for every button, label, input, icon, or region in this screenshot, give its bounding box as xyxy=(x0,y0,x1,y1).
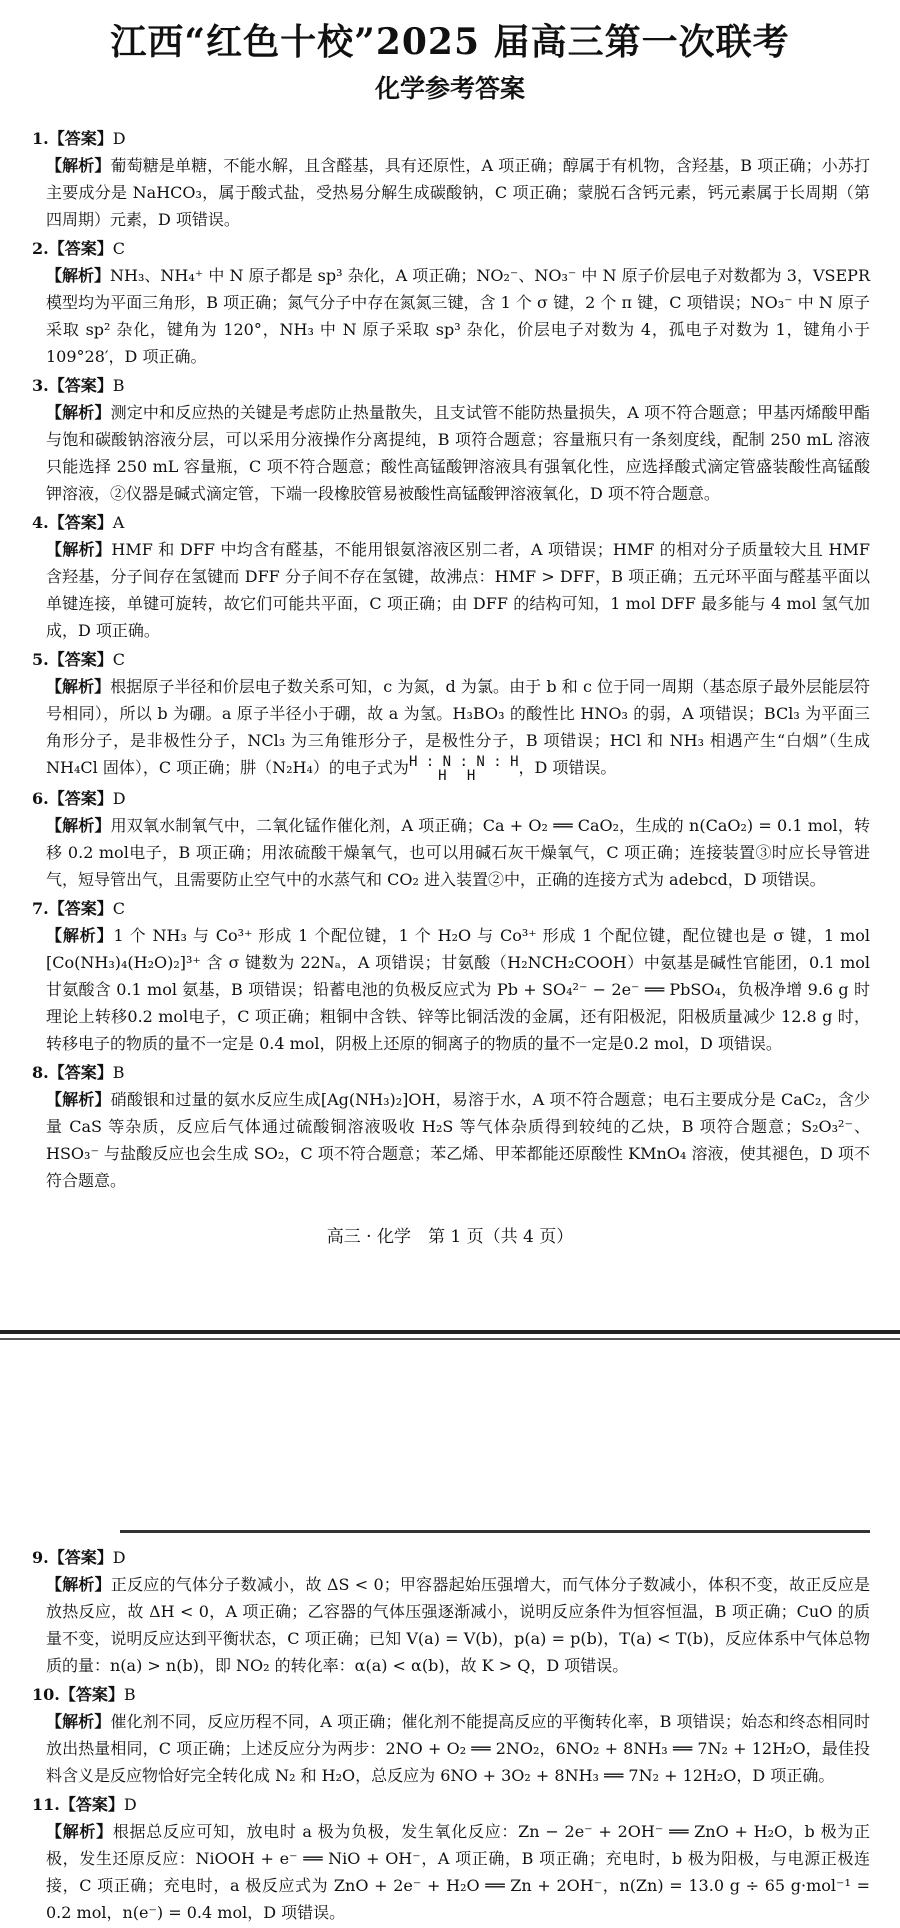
answer-value: A xyxy=(112,513,125,532)
answer-tag: 【答案】 xyxy=(48,650,113,669)
answer-tag: 【答案】 xyxy=(48,788,113,808)
question-number: 2. xyxy=(32,239,49,258)
explanation-tag: 【解析】 xyxy=(46,815,111,835)
answer-tag: 【答案】 xyxy=(59,1795,124,1814)
answer-value: B xyxy=(112,376,125,395)
page-divider xyxy=(0,1282,900,1354)
answer-tag: 【答案】 xyxy=(48,898,113,918)
explanation-text: 葡萄糖是单糖，不能水解，且含醛基，具有还原性，A 项正确；醇属于有机物，含羟基，B 项正确；小苏打主要成分是 NaHCO₃，属于酸式盐，受热易分解生成碳酸钠，C 项正确；蒙脱石含钙元素，钙元素属于长周期（第四周期）元素，D 项错误。 xyxy=(46,156,870,229)
explanation-text: 硝酸银和过量的氨水反应生成[Ag(NH₃)₂]OH，易溶于水，A 项不符合题意；电石主要成分是 CaC₂，含少量 CaS 等杂质，反应后气体通过硫酸铜溶液吸收 H₂S 等气体杂质得到较纯的乙炔，B 项符合题意；S₂O₃²⁻、HSO₃⁻ 与盐酸反应也会生成 SO₂，C 项不符合题意；苯乙烯、甲苯都能还原酸性 KMnO₄ 溶液，使其褪色，D 项不符合题意。 xyxy=(46,1089,870,1190)
question-item xyxy=(32,1059,870,1194)
explanation-text: NH₃、NH₄⁺ 中 N 原子都是 sp³ 杂化，A 项正确；NO₂⁻、NO₃⁻ 中 N 原子价层电子对数都为 3，VSEPR 模型均为平面三角形，B 项正确；氮气分子中存在氮氮三键，含 1 个 σ 键，2 个 π 键，C 项错误；NO₃⁻ 中 N 原子采取 sp² 杂化，键角为 120°，NH₃ 中 N 原子采取 sp³ 杂化，价层电子对数为 4，孤电子对数为 1，键角小于 109°28′，D 项正确。 xyxy=(46,266,870,366)
answer-list-page-1 xyxy=(0,125,900,1194)
answer-value: D xyxy=(123,1795,137,1814)
question-number: 11. xyxy=(32,1795,60,1814)
question-item xyxy=(32,646,870,783)
question-item xyxy=(32,785,870,893)
answer-tag: 【答案】 xyxy=(48,1548,113,1567)
question-number: 7. xyxy=(32,898,49,918)
answer-tag: 【答案】 xyxy=(48,129,113,148)
explanation-text: 1 个 NH₃ 与 Co³⁺ 形成 1 个配位键，1 个 H₂O 与 Co³⁺ 形成 1 个配位键，配位键也是 σ 键，1 mol [Co(NH₃)₄(H₂O)₂]³⁺ 含 σ 键数为 22Nₐ，A 项错误；甘氨酸（H₂NCH₂COOH）中氨基是碱性官能团，0.1 mol 甘氨酸含 0.1 mol 氨基，B 项错误；铅蓄电池的负极反应式为 Pb + SO₄²⁻ − 2e⁻ ══ PbSO₄，负极净增 9.6 g 时理论上转移0.2 mol电子，C 项正确；粗铜中含铁、锌等比铜活泼的金属，还有阳极泥，阳极质量减少 12.8 g 时，转移电子的物质的量不一定是 0.4 mol，阴极上还原的铜离子的物质的量不一定是0.2 mol，D 项错误。 xyxy=(46,925,870,1053)
explanation-tag: 【解析】 xyxy=(46,1089,111,1109)
answer-value: B xyxy=(123,1685,136,1704)
question-number: 4. xyxy=(32,513,49,532)
question-item xyxy=(32,125,870,233)
answer-tag: 【答案】 xyxy=(48,1062,113,1082)
answer-value: D xyxy=(112,1548,126,1567)
header-rule xyxy=(120,1530,870,1533)
question-number: 8. xyxy=(32,1062,49,1082)
question-item xyxy=(32,1544,870,1679)
explanation-tag: 【解析】 xyxy=(46,1575,111,1594)
electron-formula-top: H : N : N : H xyxy=(408,753,519,770)
question-item xyxy=(32,235,870,370)
question-item xyxy=(32,372,870,507)
answer-value: C xyxy=(112,898,125,918)
divider-line xyxy=(0,1330,900,1334)
page-2 xyxy=(0,1354,900,1927)
question-number: 3. xyxy=(32,376,49,395)
page-footer: 高三 · 化学 第 1 页（共 4 页） xyxy=(326,1227,574,1247)
answer-value: D xyxy=(112,129,126,148)
explanation-text: 测定中和反应热的关键是考虑防止热量散失，且支试管不能防热量损失，A 项不符合题意；甲基丙烯酸甲酯与饱和碳酸钠溶液分层，可以采用分液操作分离提纯，B 项符合题意；容量瓶只有一条刻度线，配制 250 mL 溶液只能选择 250 mL 容量瓶，C 项不符合题意；酸性高锰酸钾溶液具有强氧化性，应选择酸式滴定管盛装酸性高锰酸钾溶液，②仪器是碱式滴定管，下端一段橡胶管易被酸性高锰酸钾溶液氧化，D 项不符合题意。 xyxy=(46,403,870,503)
explanation-text: HMF 和 DFF 中均含有醛基，不能用银氨溶液区别二者，A 项错误；HMF 的相对分子质量较大且 HMF 含羟基，分子间存在氢键而 DFF 分子间不存在氢键，故沸点：HMF > DFF，B 项正确；五元环平面与醛基平面以单键连接，单键可旋转，故它们可能共平面，C 项正确；由 DFF 的结构可知，1 mol DFF 最多能与 4 mol 氢气加成，D 项正确。 xyxy=(46,540,870,640)
explanation-text: 根据原子半径和价层电子数关系可知，c 为氮，d 为氯。由于 b 和 c 位于同一周期（基态原子最外层能层符号相同），所以 b 为硼。a 原子半径小于硼，故 a 为氢。H₃BO₃ 的酸性比 HNO₃ 的弱，A 项错误；BCl₃ 为平面三角形分子，是非极性分子，NCl₃ 为三角锥形分子，是极性分子，B 项错误；HCl 和 NH₃ 相遇产生“白烟”（生成 NH₄Cl 固体），C 项正确；肼（N₂H₄）的电子式为 xyxy=(46,677,870,777)
explanation-tag: 【解析】 xyxy=(46,677,111,696)
question-number: 9. xyxy=(32,1548,49,1567)
answer-tag: 【答案】 xyxy=(59,1685,124,1704)
question-item xyxy=(32,1681,870,1789)
question-number: 5. xyxy=(32,650,49,669)
answer-value: D xyxy=(112,788,126,808)
question-item xyxy=(32,1791,870,1926)
answer-value: C xyxy=(112,650,125,669)
page-title: 江西“红色十校”2025 届高三第一次联考 xyxy=(110,21,790,63)
answer-list-page-2 xyxy=(0,1544,900,1928)
answer-tag: 【答案】 xyxy=(48,376,113,395)
question-number: 10. xyxy=(32,1685,60,1704)
answer-value: C xyxy=(112,239,125,258)
hydrazine-electron-formula xyxy=(409,755,519,783)
explanation-tag: 【解析】 xyxy=(46,266,111,285)
question-item xyxy=(32,509,870,644)
explanation-text: 根据总反应可知，放电时 a 极为负极，发生氧化反应：Zn − 2e⁻ + 2OH⁻ ══ ZnO + H₂O，b 极为正极，发生还原反应：NiOOH + e⁻ ══ NiO + OH⁻，A 项正确，B 项正确；充电时，b 极为阳极，与电源正极连接，C 项正确；充电时，a 极反应式为 ZnO + 2e⁻ + H₂O ══ Zn + 2OH⁻，n(Zn) = 13.0 g ÷ 65 g·mol⁻¹ = 0.2 mol，n(e⁻) = 0.4 mol，D 项错误。 xyxy=(46,1822,870,1922)
electron-formula-bottom: H H xyxy=(438,767,482,784)
explanation-tag: 【解析】 xyxy=(46,1822,113,1841)
explanation-tag: 【解析】 xyxy=(46,1712,111,1731)
explanation-tag: 【解析】 xyxy=(46,925,114,945)
answer-tag: 【答案】 xyxy=(48,513,113,532)
explanation-tail: ，D 项错误。 xyxy=(518,758,617,777)
answer-tag: 【答案】 xyxy=(48,239,113,258)
divider-line xyxy=(0,1338,900,1340)
question-item xyxy=(32,895,870,1057)
explanation-tag: 【解析】 xyxy=(46,403,111,422)
explanation-tag: 【解析】 xyxy=(46,540,112,559)
explanation-text: 用双氧水制氧气中，二氧化锰作催化剂，A 项正确；Ca + O₂ ══ CaO₂，生成的 n(CaO₂) = 0.1 mol，转移 0.2 mol电子，B 项正确；用浓硫酸干燥氧气，也可以用碱石灰干燥氧气，C 项正确；连接装置③时应长导管进气，短导管出气，且需要防止空气中的水蒸气和 CO₂ 进入装置②中，正确的连接方式为 adebcd，D 项错误。 xyxy=(46,815,870,889)
explanation-text: 正反应的气体分子数减小，故 ΔS < 0；甲容器起始压强增大，而气体分子数减小，体积不变，故正反应是放热反应，故 ΔH < 0，A 项正确；乙容器的气体压强逐渐减小，说明反应条件为恒容恒温，B 项正确；CuO 的质量不变，说明反应达到平衡状态，C 项正确；已知 V(a) = V(b)，p(a) = p(b)，T(a) < T(b)，反应体系中气体总物质的量：n(a) > n(b)，即 NO₂ 的转化率：α(a) < α(b)，故 K > Q，D 项错误。 xyxy=(46,1575,870,1675)
answer-value: B xyxy=(112,1062,125,1082)
question-number: 6. xyxy=(32,788,49,808)
question-number: 1. xyxy=(32,129,49,148)
explanation-tag: 【解析】 xyxy=(46,156,111,175)
explanation-text: 催化剂不同，反应历程不同，A 项正确；催化剂不能提高反应的平衡转化率，B 项错误；始态和终态相同时放出热量相同，C 项正确；上述反应分为两步：2NO + O₂ ══ 2NO₂，6NO₂ + 8NH₃ ══ 7N₂ + 12H₂O，最佳投料含义是反应物恰好完全转化成 N₂ 和 H₂O，总反应为 6NO + 3O₂ + 8NH₃ ══ 7N₂ + 12H₂O，D 项正确。 xyxy=(46,1712,870,1785)
page-subtitle: 化学参考答案 xyxy=(374,74,525,103)
